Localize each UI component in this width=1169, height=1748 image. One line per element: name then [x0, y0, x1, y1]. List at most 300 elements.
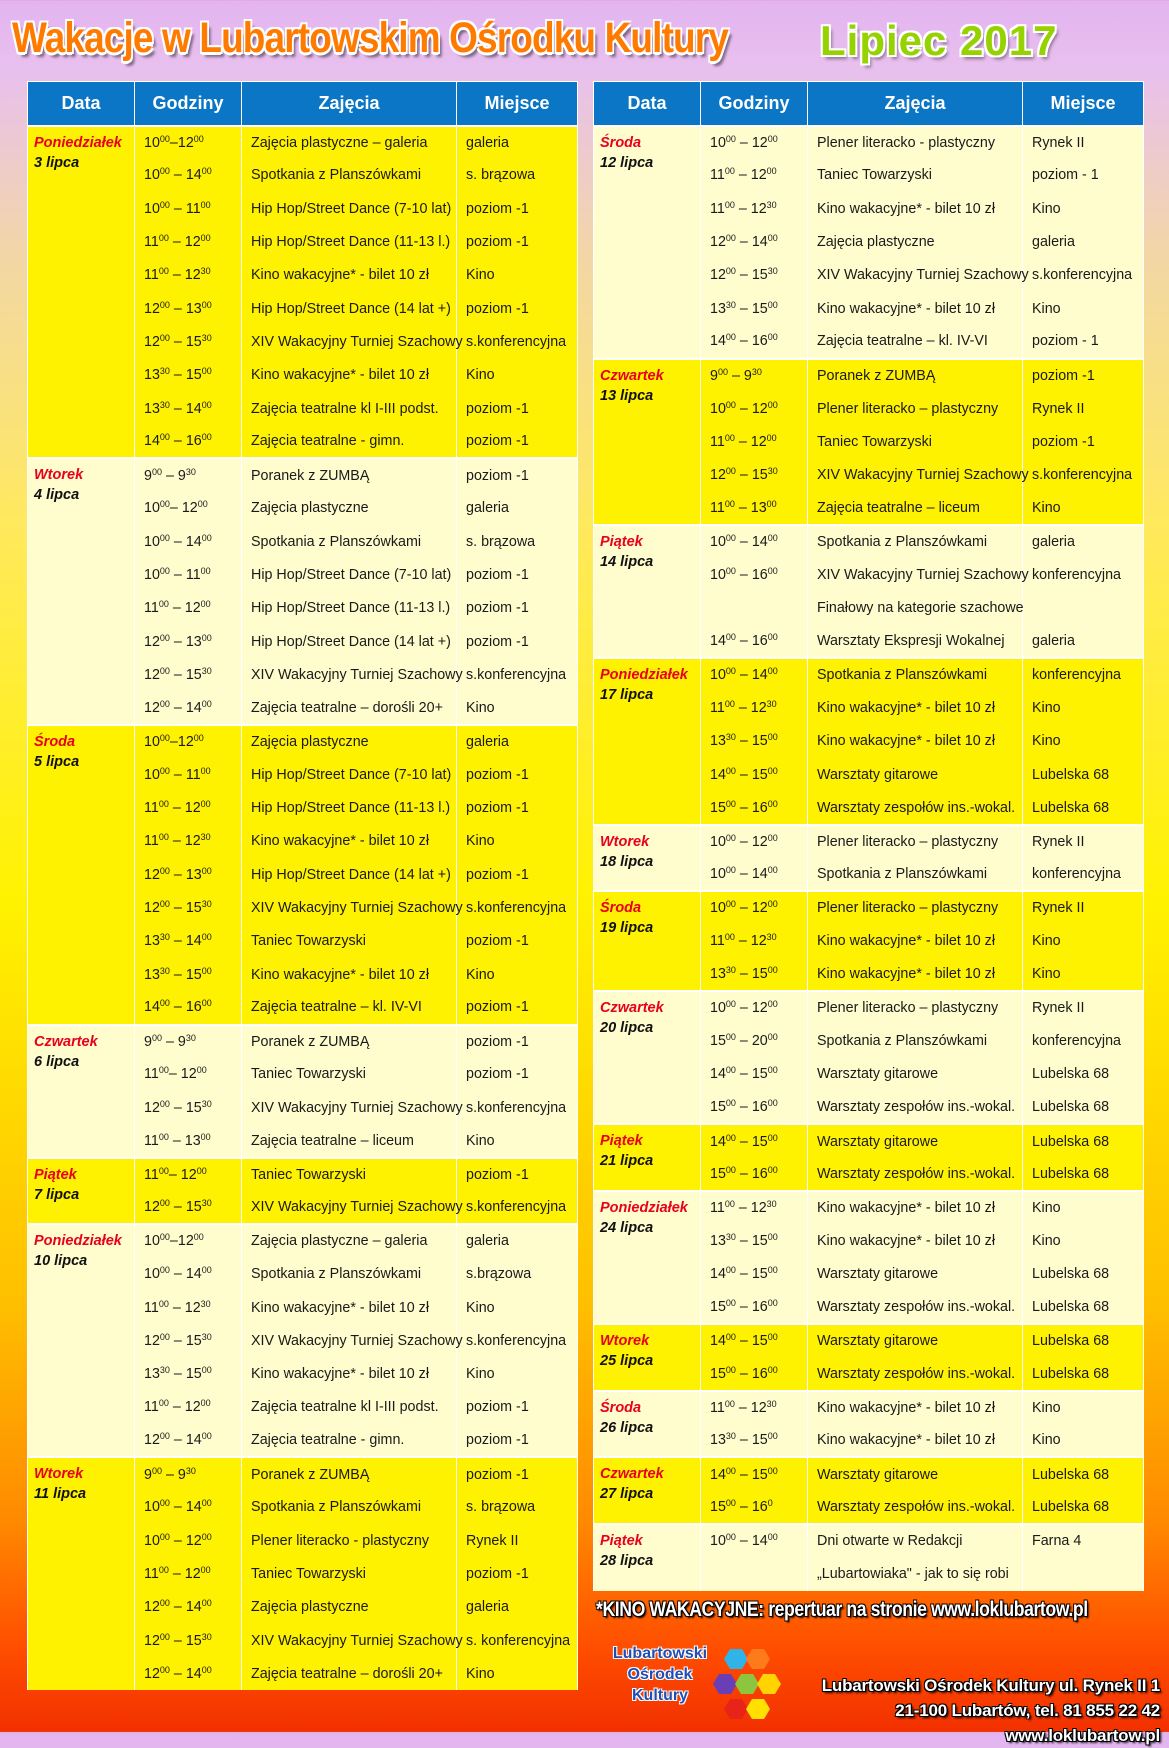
end-hour: 13 — [185, 633, 202, 650]
table-row — [594, 525, 1144, 558]
start-hour: 15 — [710, 1165, 726, 1182]
start-minutes: 00 — [158, 1165, 169, 1176]
hours-cell — [701, 1124, 808, 1157]
start-minutes: 30 — [159, 965, 170, 976]
end-minutes: 00 — [201, 698, 212, 709]
start-minutes: 00 — [159, 1232, 170, 1243]
start-hour: 10 — [144, 1233, 160, 1250]
start-hour: 12 — [144, 300, 160, 317]
day-date: 5 lipca — [34, 753, 80, 770]
place-cell: Lubelska 68 — [1023, 1491, 1144, 1524]
hours-cell — [135, 758, 242, 791]
place-cell: poziom -1 — [457, 192, 578, 225]
time-separator: – — [735, 1066, 752, 1083]
day-date: 13 lipca — [600, 387, 654, 404]
start-minutes: 00 — [158, 832, 169, 843]
start-hour: 10 — [144, 1499, 160, 1516]
activity-cell: XIV Wakacyjny Turniej Szachowy — [808, 259, 1023, 292]
end-minutes: 00 — [201, 998, 212, 1009]
hours-cell — [135, 1258, 242, 1291]
hours-cell — [701, 192, 808, 225]
start-hour: 15 — [710, 1498, 726, 1515]
time-separator: – — [735, 1099, 752, 1116]
end-hour: 15 — [751, 1466, 768, 1483]
place-cell: poziom -1 — [457, 392, 578, 425]
time-separator: – — [169, 1366, 186, 1383]
start-minutes: 00 — [159, 765, 170, 776]
activity-cell: Zajęcia plastyczne — [808, 225, 1023, 258]
time-separator: – — [169, 1665, 186, 1682]
end-minutes: 00 — [197, 499, 208, 510]
activity-cell: Zajęcia teatralne kl I-III podst. — [242, 392, 457, 425]
hours-cell — [701, 692, 808, 725]
end-minutes: 00 — [196, 1165, 207, 1176]
activity-cell: Hip Hop/Street Dance (7-10 lat) — [242, 758, 457, 791]
activity-cell: Kino wakacyjne* - bilet 10 zł — [808, 1424, 1023, 1457]
day-name: Wtorek — [34, 467, 84, 484]
start-hour: 13 — [144, 367, 160, 384]
time-separator: – — [169, 1266, 186, 1283]
hours-cell — [701, 1324, 808, 1357]
activity-cell: Zajęcia teatralne kl I-III podst. — [242, 1391, 457, 1424]
time-separator: – — [169, 300, 186, 317]
activity-cell: XIV Wakacyjny Turniej Szachowy — [242, 1191, 457, 1224]
activity-cell: Kino wakacyjne* - bilet 10 zł — [808, 958, 1023, 991]
time-separator: – — [169, 1532, 186, 1549]
end-hour: 15 — [185, 1099, 202, 1116]
place-cell: poziom -1 — [457, 1457, 578, 1490]
start-hour: 10 — [144, 766, 160, 783]
activity-cell: Taniec Towarzyski — [242, 1058, 457, 1091]
time-separator: – — [169, 733, 178, 750]
time-separator: – — [168, 1166, 181, 1183]
end-minutes: 00 — [201, 932, 212, 943]
activity-cell: Warsztaty gitarowe — [808, 1324, 1023, 1357]
hours-cell — [701, 492, 808, 525]
lok-logo — [604, 1643, 794, 1728]
column-header-hours: Godziny — [135, 82, 242, 126]
table-row — [28, 1158, 578, 1191]
hours-cell — [135, 1657, 242, 1690]
start-hour: 11 — [144, 1565, 159, 1582]
start-hour: 11 — [144, 1299, 159, 1316]
end-hour: 16 — [185, 433, 202, 450]
start-hour: 14 — [710, 1466, 726, 1483]
end-hour: 16 — [751, 1099, 768, 1116]
hours-cell — [135, 225, 242, 258]
day-cell — [594, 359, 701, 525]
day-name: Poniedziałek — [600, 1200, 688, 1216]
table-row — [594, 991, 1144, 1024]
time-separator: – — [169, 1432, 186, 1449]
end-hour: 13 — [184, 1132, 201, 1149]
place-cell: Lubelska 68 — [1023, 1324, 1144, 1357]
time-separator: – — [169, 167, 186, 184]
end-minutes: 00 — [767, 566, 778, 576]
start-minutes: 00 — [717, 366, 728, 377]
start-minutes: 00 — [158, 1298, 169, 1309]
day-name: Wtorek — [600, 1333, 650, 1350]
day-cell — [28, 126, 135, 459]
end-minutes: 30 — [200, 1298, 211, 1309]
hours-cell — [135, 1391, 242, 1424]
time-separator: – — [734, 167, 751, 184]
start-minutes: 00 — [159, 1598, 170, 1609]
hours-cell — [701, 525, 808, 558]
start-minutes: 30 — [725, 965, 736, 976]
end-hour: 12 — [750, 1399, 767, 1416]
contact-phone: 21-100 Lubartów, tel. 81 855 22 42 — [895, 1701, 1160, 1720]
end-minutes: 00 — [200, 765, 211, 776]
end-minutes: 00 — [767, 1298, 778, 1309]
time-separator: – — [168, 833, 185, 850]
place-cell: Lubelska 68 — [1023, 1291, 1144, 1324]
end-hour: 16 — [751, 1365, 768, 1382]
day-date: 12 lipca — [600, 154, 654, 171]
activity-cell: Hip Hop/Street Dance (14 lat +) — [242, 292, 457, 325]
place-cell: Kino — [1023, 1391, 1144, 1424]
start-hour: 13 — [710, 300, 726, 317]
end-minutes: 30 — [766, 199, 777, 210]
hours-cell — [701, 1457, 808, 1490]
place-cell: poziom - 1 — [1023, 159, 1144, 192]
place-cell: poziom -1 — [1023, 425, 1144, 458]
end-minutes: 00 — [767, 832, 778, 843]
table-row — [594, 1457, 1144, 1490]
hours-cell — [135, 525, 242, 558]
end-minutes: 00 — [767, 632, 778, 643]
hours-cell — [701, 425, 808, 458]
day-name: Środa — [600, 900, 642, 917]
time-separator: – — [735, 667, 752, 684]
start-minutes: 00 — [158, 233, 169, 244]
time-separator: – — [169, 367, 186, 384]
start-minutes: 00 — [151, 1032, 162, 1043]
end-minutes: 00 — [767, 1431, 778, 1442]
activity-cell: Spotkania z Planszówkami — [242, 159, 457, 192]
place-cell: Rynek II — [1023, 126, 1144, 159]
activity-cell: Zajęcia plastyczne – galeria — [242, 1224, 457, 1257]
end-minutes: 30 — [751, 366, 762, 377]
day-cell — [594, 525, 701, 658]
start-minutes: 00 — [725, 1032, 736, 1043]
logo-line-1: Lubartowski — [612, 1645, 708, 1662]
hours-cell — [135, 1557, 242, 1590]
hours-cell — [701, 1258, 808, 1291]
hours-cell — [701, 1091, 808, 1124]
time-separator: – — [735, 1432, 752, 1449]
time-separator: – — [161, 1466, 178, 1483]
hours-cell — [701, 1524, 808, 1557]
start-minutes: 00 — [725, 899, 736, 910]
end-hour: 14 — [185, 1266, 202, 1283]
activity-cell: Kino wakacyjne* - bilet 10 zł — [242, 825, 457, 858]
activity-cell: Kino wakacyjne* - bilet 10 zł — [242, 1291, 457, 1324]
hours-cell — [701, 392, 808, 425]
place-cell: Lubelska 68 — [1023, 791, 1144, 824]
start-minutes: 00 — [159, 1098, 170, 1109]
end-minutes: 30 — [201, 665, 212, 676]
start-hour: 9 — [144, 1033, 152, 1050]
end-minutes: 00 — [200, 799, 211, 810]
end-minutes: 00 — [201, 1664, 212, 1675]
time-separator: – — [735, 1266, 752, 1283]
time-separator: – — [735, 234, 752, 251]
time-separator: – — [735, 300, 752, 317]
start-hour: 12 — [144, 633, 160, 650]
start-hour: 15 — [710, 1033, 726, 1050]
end-minutes: 00 — [200, 566, 211, 576]
hours-cell — [135, 192, 242, 225]
start-minutes: 00 — [725, 1065, 736, 1076]
day-date: 7 lipca — [34, 1186, 80, 1203]
day-cell — [28, 725, 135, 1025]
time-separator: – — [735, 833, 752, 850]
end-minutes: 00 — [766, 498, 777, 509]
hours-cell — [701, 1158, 808, 1191]
place-cell: Kino — [1023, 492, 1144, 525]
place-cell: Kino — [457, 1657, 578, 1690]
end-hour: 16 — [751, 1498, 768, 1515]
end-minutes: 00 — [200, 1131, 211, 1142]
column-header-date: Data — [594, 82, 701, 126]
place-cell: poziom -1 — [457, 1391, 578, 1424]
day-name: Czwartek — [34, 1033, 98, 1050]
activity-cell: Warsztaty Ekspresji Wokalnej — [808, 625, 1023, 658]
end-minutes: 00 — [201, 865, 212, 876]
start-minutes: 00 — [159, 898, 170, 909]
hours-cell — [135, 958, 242, 991]
day-date: 26 lipca — [600, 1419, 654, 1436]
place-cell: Lubelska 68 — [1023, 1091, 1144, 1124]
time-separator: – — [735, 1000, 752, 1017]
time-separator: – — [735, 1498, 752, 1515]
table-row — [28, 1224, 578, 1257]
end-minutes: 00 — [767, 1465, 778, 1476]
activity-cell: XIV Wakacyjny Turniej Szachowy — [242, 1091, 457, 1124]
start-minutes: 00 — [159, 566, 170, 576]
start-minutes: 00 — [725, 865, 736, 876]
hours-cell — [701, 292, 808, 325]
activity-cell: Warsztaty gitarowe — [808, 1457, 1023, 1490]
end-hour: 12 — [177, 733, 194, 750]
place-cell: s. brązowa — [457, 159, 578, 192]
end-hour: 16 — [751, 633, 768, 650]
time-separator: – — [735, 1165, 752, 1182]
time-separator: – — [735, 766, 752, 783]
day-date: 10 lipca — [34, 1253, 88, 1270]
time-separator: – — [169, 999, 186, 1016]
start-minutes: 30 — [725, 1231, 736, 1242]
start-hour: 13 — [710, 966, 726, 983]
day-cell — [594, 825, 701, 892]
end-minutes: 00 — [767, 666, 778, 677]
place-cell: s.brązowa — [457, 1258, 578, 1291]
place-cell: Lubelska 68 — [1023, 1058, 1144, 1091]
start-minutes: 30 — [725, 1431, 736, 1442]
hours-cell — [135, 1025, 242, 1058]
time-separator: – — [169, 633, 186, 650]
activity-cell: Spotkania z Planszówkami — [808, 858, 1023, 891]
start-hour: 11 — [710, 200, 725, 217]
end-hour: 12 — [181, 500, 198, 517]
hours-cell — [701, 625, 808, 658]
hours-cell — [701, 159, 808, 192]
place-cell: Kino — [1023, 1191, 1144, 1224]
end-hour: 14 — [185, 400, 202, 417]
logo-line-3: Kultury — [632, 1687, 688, 1704]
start-hour: 10 — [710, 534, 726, 551]
place-cell: s. konferencyjna — [457, 1624, 578, 1657]
day-cell — [28, 1457, 135, 1690]
contact-info — [800, 1673, 1160, 1748]
start-hour: 14 — [710, 1133, 726, 1150]
time-separator: – — [169, 200, 186, 217]
place-cell: poziom -1 — [1023, 359, 1144, 392]
hours-cell — [135, 558, 242, 591]
end-minutes: 00 — [201, 166, 212, 177]
end-hour: 12 — [184, 234, 201, 251]
end-hour: 14 — [185, 933, 202, 950]
start-minutes: 30 — [725, 732, 736, 743]
end-minutes: 00 — [767, 865, 778, 876]
start-minutes: 00 — [725, 1098, 736, 1109]
cinema-footnote: *KINO WAKACYJNE: repertuar na stronie www.loklubartow.pl — [596, 1598, 1088, 1621]
place-cell: s.konferencyjna — [457, 1324, 578, 1357]
end-hour: 16 — [751, 1299, 768, 1316]
start-minutes: 30 — [159, 932, 170, 943]
activity-cell: Kino wakacyjne* - bilet 10 zł — [808, 725, 1023, 758]
time-separator: – — [169, 1233, 178, 1250]
start-minutes: 00 — [159, 1531, 170, 1542]
table-row — [28, 725, 578, 758]
end-hour: 12 — [750, 700, 767, 717]
start-hour: 10 — [144, 1532, 160, 1549]
place-cell: Kino — [1023, 925, 1144, 958]
hours-cell — [701, 925, 808, 958]
hours-cell — [135, 791, 242, 824]
end-minutes: 00 — [200, 199, 211, 210]
place-cell: Kino — [457, 1124, 578, 1157]
time-separator: – — [735, 467, 752, 484]
end-minutes: 00 — [201, 632, 212, 643]
start-hour: 12 — [144, 1599, 160, 1616]
start-hour: 10 — [144, 500, 160, 517]
place-cell: galeria — [457, 1591, 578, 1624]
time-separator: – — [169, 400, 186, 417]
start-hour: 15 — [710, 1099, 726, 1116]
end-minutes: 30 — [201, 1198, 212, 1209]
end-hour: 15 — [751, 1432, 768, 1449]
end-minutes: 30 — [201, 1331, 212, 1342]
time-separator: – — [735, 799, 752, 816]
place-cell: Rynek II — [457, 1524, 578, 1557]
start-minutes: 00 — [159, 532, 170, 543]
day-name: Piątek — [34, 1166, 77, 1183]
activity-cell: XIV Wakacyjny Turniej Szachowy — [242, 325, 457, 358]
start-hour: 10 — [710, 134, 726, 151]
hours-cell — [135, 1158, 242, 1191]
end-hour: 15 — [751, 1066, 768, 1083]
time-separator: – — [734, 1399, 751, 1416]
start-hour: 10 — [144, 733, 160, 750]
time-separator: – — [169, 1599, 186, 1616]
hours-cell — [135, 259, 242, 292]
end-hour: 12 — [750, 1200, 767, 1217]
start-hour: 12 — [144, 866, 160, 883]
end-hour: 15 — [751, 1266, 768, 1283]
start-minutes: 00 — [158, 799, 169, 810]
start-hour: 12 — [144, 1665, 160, 1682]
place-cell: galeria — [457, 492, 578, 525]
day-cell — [594, 991, 701, 1124]
activity-cell: XIV Wakacyjny Turniej Szachowy — [808, 558, 1023, 591]
start-minutes: 00 — [159, 865, 170, 876]
place-cell: poziom -1 — [457, 292, 578, 325]
day-cell — [594, 1124, 701, 1191]
end-minutes: 30 — [185, 1032, 196, 1043]
end-hour: 9 — [177, 1466, 186, 1483]
table-row — [594, 1524, 1144, 1557]
activity-cell: „Lubartowiaka" - jak to się robi — [808, 1557, 1023, 1590]
hours-cell — [135, 392, 242, 425]
end-minutes: 00 — [767, 233, 778, 244]
day-date: 3 lipca — [34, 154, 80, 171]
activity-cell: Taniec Towarzyski — [242, 1557, 457, 1590]
poster-title: Wakacje w Lubartowskim Ośrodku Kultury — [12, 14, 728, 62]
table-header-row — [594, 82, 1144, 126]
hours-cell — [701, 1291, 808, 1324]
activity-cell: Kino wakacyjne* - bilet 10 zł — [242, 1357, 457, 1390]
hours-cell — [135, 1357, 242, 1390]
hours-cell — [135, 925, 242, 958]
place-cell: Rynek II — [1023, 825, 1144, 858]
start-hour: 12 — [710, 467, 726, 484]
activity-cell: Plener literacko – plastyczny — [808, 991, 1023, 1024]
start-minutes: 00 — [725, 765, 736, 776]
start-minutes: 00 — [724, 932, 735, 943]
start-minutes: 00 — [159, 1265, 170, 1276]
end-minutes: 00 — [767, 1231, 778, 1242]
end-hour: 15 — [751, 733, 768, 750]
hours-cell — [701, 1491, 808, 1524]
end-minutes: 00 — [201, 1365, 212, 1376]
table-row — [594, 825, 1144, 858]
schedule-body-left — [28, 126, 578, 1691]
end-minutes: 30 — [200, 266, 211, 277]
place-cell: Kino — [1023, 1224, 1144, 1257]
start-hour: 11 — [710, 167, 725, 184]
place-cell: Kino — [1023, 1424, 1144, 1457]
hours-cell — [701, 458, 808, 491]
activity-cell: Kino wakacyjne* - bilet 10 zł — [808, 1391, 1023, 1424]
time-separator: – — [168, 1066, 181, 1083]
end-minutes: 30 — [200, 832, 211, 843]
activity-cell: Kino wakacyjne* - bilet 10 zł — [808, 192, 1023, 225]
end-hour: 13 — [750, 499, 767, 516]
time-separator: – — [168, 1399, 185, 1416]
hours-cell — [701, 1191, 808, 1224]
table-row — [28, 1457, 578, 1490]
time-separator: – — [169, 933, 186, 950]
end-minutes: 30 — [766, 932, 777, 943]
start-hour: 14 — [710, 766, 726, 783]
activity-cell: Kino wakacyjne* - bilet 10 zł — [808, 925, 1023, 958]
start-hour: 11 — [144, 800, 159, 817]
table-row — [594, 658, 1144, 691]
activity-cell: Hip Hop/Street Dance (7-10 lat) — [242, 192, 457, 225]
hours-cell — [701, 1557, 808, 1590]
